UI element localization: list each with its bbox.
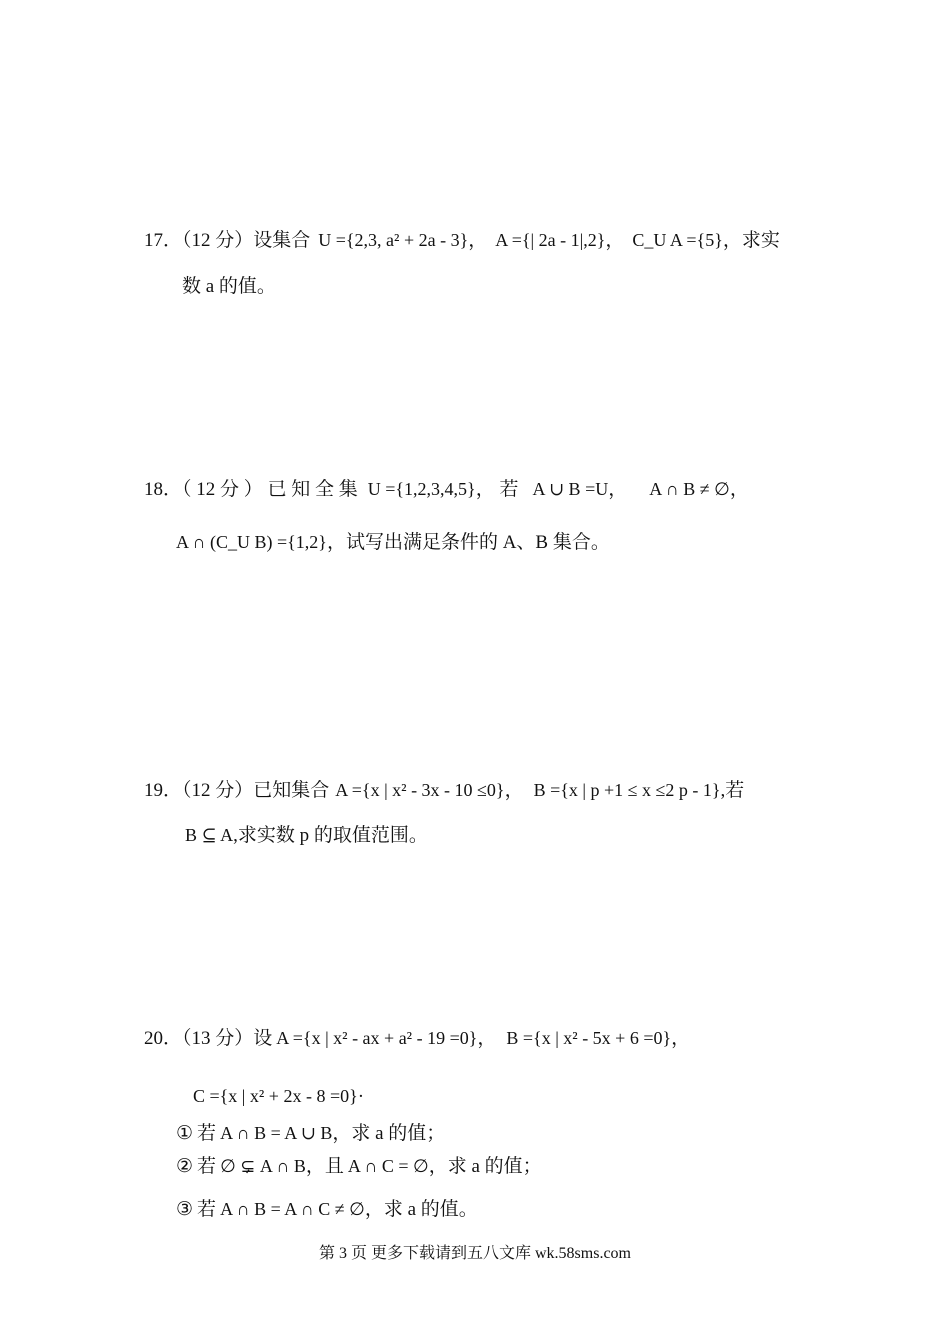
separator: ， [504,780,524,801]
problem-17-suffix: 求实 [741,230,780,251]
ruo-text: 若 [197,1156,217,1177]
separator: ， [722,230,742,251]
set-a-inequality: A ={x | x² - 3x - 10 ≤0} [335,780,505,800]
set-a-formula: A ={| 2a - 1|,2} [495,230,606,250]
problem-19-line-2 [185,823,428,848]
ruo-text: ， 若 [475,479,519,500]
separator: ， [477,1028,497,1049]
problem-19-prefix: 19．（12 分）已知集合 [144,780,330,801]
item-number: ③ [176,1199,194,1220]
item-3-formula: A ∩ B = A ∩ C ≠ ∅ [220,1199,365,1219]
problem-19-suffix: ,若 [720,780,745,801]
problem-19-line-1 [144,778,744,803]
problem-20-item-3 [176,1197,478,1222]
problem-17-line-2 [182,275,276,299]
intersection-formula: A ∩ B ≠ ∅ [649,479,730,499]
problem-17-line-1 [144,228,780,253]
page-footer: 第 3 页 更多下载请到五八文库 wk.58sms.com [318,1245,631,1262]
subset-formula: B ⊆ A [185,825,234,845]
item-1-question: ，求 a 的值； [332,1123,446,1144]
dot: · [357,1086,365,1107]
item-number: ② [176,1156,194,1177]
ruo-text: 若 [197,1199,217,1220]
problem-18-question: ，试写出满足条件的 A、B 集合。 [326,532,610,553]
item-2-question: ，求 a 的值； [428,1156,542,1177]
problem-20-item-1 [176,1121,445,1146]
set-u-formula: U ={2,3, a² + 2a - 3} [318,230,469,250]
separator: ， [671,1028,691,1049]
set-a-equation: A ={x | x² - ax + a² - 19 =0} [276,1028,478,1048]
problem-17-question: 数 a 的值。 [182,276,276,297]
item-2-empty-intersection-formula: A ∩ C = ∅ [347,1156,429,1176]
problem-19-question: ,求实数 p 的取值范围。 [233,825,428,846]
problem-18-line-2 [176,530,610,555]
problem-18-line-1 [144,477,749,502]
problem-20-line-2 [193,1084,364,1109]
problem-20-line-1 [144,1026,690,1051]
ruo-text: 若 [197,1123,217,1144]
item-3-question: ，求 a 的值。 [364,1199,478,1220]
item-number: ① [176,1123,194,1144]
set-b-inequality: B ={x | p +1 ≤ x ≤2 p - 1} [533,780,721,800]
separator: ， [605,230,625,251]
separator: ， [468,230,488,251]
problem-18-prefix: 18．（ 12 分 ） 已 知 全 集 [144,479,358,500]
separator: ， [608,479,628,500]
problem-20-prefix: 20．（13 分）设 [144,1028,273,1049]
problem-17-prefix: 17．（12 分）设集合 [144,230,311,251]
problem-20-item-2 [176,1154,542,1179]
item-2-proper-subset-formula: ∅ ⊊ A ∩ B [220,1156,306,1176]
set-c-equation: C ={x | x² + 2x - 8 =0} [193,1086,358,1106]
universal-set-formula: U ={1,2,3,4,5} [367,479,476,499]
set-b-equation: B ={x | x² - 5x + 6 =0} [506,1028,672,1048]
separator: ， [729,479,749,500]
union-formula: A ∪ B =U [532,479,609,499]
item-2-connector: ，且 [305,1156,344,1177]
item-1-formula: A ∩ B = A ∪ B [220,1123,333,1143]
complement-intersection-formula: A ∩ (C_U B) ={1,2} [176,532,327,552]
complement-formula: C_U A ={5} [632,230,723,250]
